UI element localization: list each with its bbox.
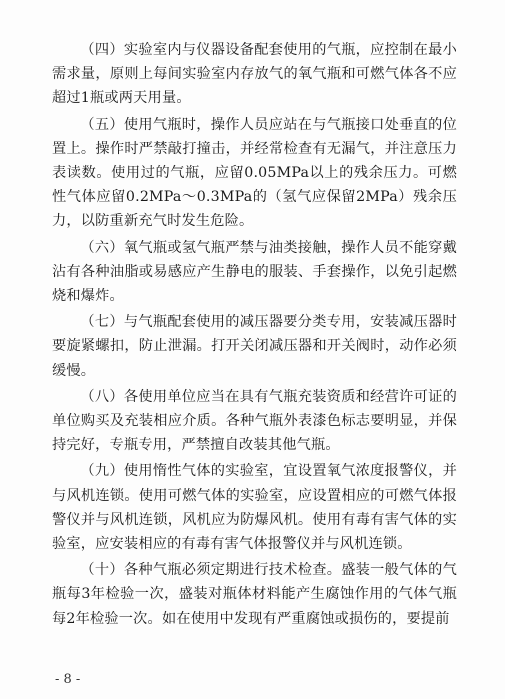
- paragraph-7: （七）与气瓶配套使用的减压器要分类专用，安装减压器时要旋紧螺扣，防止泄漏。打开关闭减压器和开关阀时，动作必须缓慢。: [52, 314, 457, 379]
- paragraph-5: （五）使用气瓶时，操作人员应站在与气瓶接口处垂直的位置上。操作时严禁敲打撞击，并经常检查有无漏气，并注意压力表读数。使用过的气瓶，应留0.05MPa以上的残余压力。可燃性气体应留0.2MPa～0.3MPa的（氢气应保留2MPa）残余压力，以防重新充气时发生危险。: [52, 116, 457, 230]
- paragraph-8: （八）各使用单位应当在具有气瓶充装资质和经营许可证的单位购买及充装相应介质。各种气瓶外表漆色标志要明显，并保持完好，专瓶专用，严禁擅自改装其他气瓶。: [52, 388, 457, 454]
- paragraph-9: （九）使用惰性气体的实验室，宜设置氧气浓度报警仪，并与风机连锁。使用可燃气体的实验室，应设置相应的可燃气体报警仪并与风机连锁，风机应为防爆风机。使用有毒有害气体的实验室，应安装相应的有毒有害气体报警仪并与风机连锁。: [52, 463, 457, 553]
- document-body: [52, 38, 457, 633]
- paragraph-10: （十）各种气瓶必须定期进行技术检查。盛装一般气体的气瓶每3年检验一次，盛装对瓶体材料能产生腐蚀作用的气体气瓶每2年检验一次。如在使用中发现有严重腐蚀或损伤的，要提前: [52, 562, 457, 627]
- page-number: - 8 -: [55, 672, 81, 687]
- paragraph-6: （六）氧气瓶或氢气瓶严禁与油类接触，操作人员不能穿戴沾有各种油脂或易感应产生静电的服装、手套操作，以免引起燃烧和爆炸。: [52, 239, 457, 305]
- paragraph-4: （四）实验室内与仪器设备配套使用的气瓶，应控制在最小需求量，原则上每间实验室内存放气的氧气瓶和可燃气体各不应超过1瓶或两天用量。: [52, 42, 457, 107]
